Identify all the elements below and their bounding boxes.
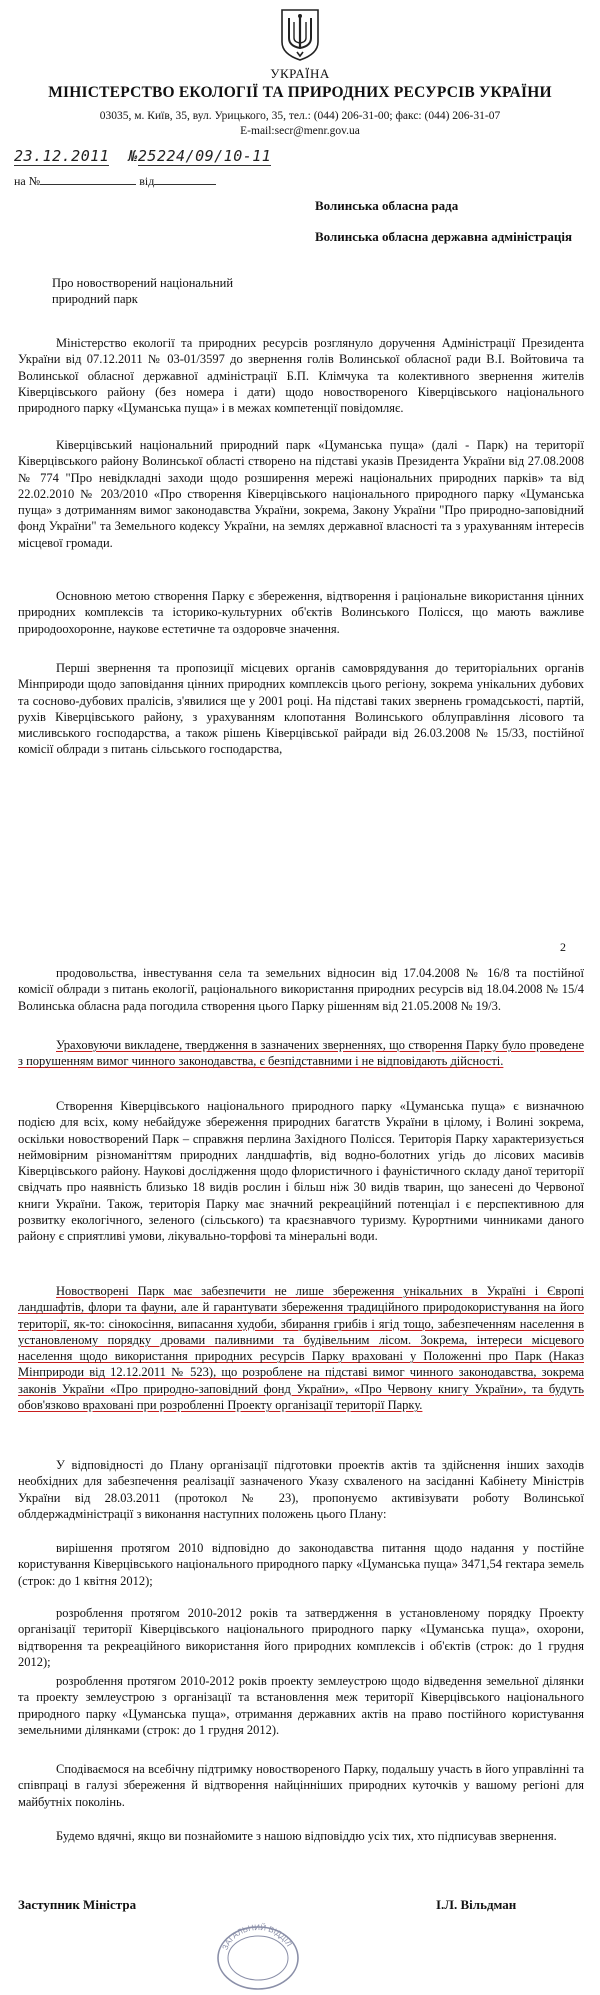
reference-line xyxy=(14,172,216,189)
signatory-name: І.Л. Вільдман xyxy=(436,1897,517,1912)
outgoing-date: 23.12.2011 xyxy=(14,147,110,165)
highlighted-paragraph xyxy=(18,1283,584,1413)
number-prefix: № xyxy=(128,147,138,165)
email-line: E-mail:secr@menr.gov.ua xyxy=(240,125,360,137)
body-paragraph: вирішення протягом 2010 відповідно до законодавства питання щодо надання у постійне користування Ківерцівського національного природного парку «Цуманська пуща» 3471,54 гектара земель (строк: до 1 квітня 2012); xyxy=(18,1541,584,1588)
reference-number-label: на № xyxy=(14,174,41,188)
address-line: 03035, м. Київ, 35, вул. Урицького, 35, тел.: (044) 206-31-00; факс: (044) 206-31-07 xyxy=(99,110,501,122)
registration-line xyxy=(14,147,271,165)
page-number: 2 xyxy=(560,940,566,954)
highlighted-text: Ураховуючи викладене, твердження в зазначених зверненнях, що створення Парку було проведене з порушенням вимог чинного законодавства, є безпідставними і не відповідають дійсності. xyxy=(18,1038,584,1069)
recipient: Волинська обласна рада xyxy=(315,198,459,213)
trident-coat-of-arms-icon xyxy=(278,8,322,62)
reference-number-blank xyxy=(40,172,136,185)
recipient: Волинська обласна державна адміністрація xyxy=(315,229,573,244)
body-paragraph: Перші звернення та пропозиції місцевих органів самоврядування до територіальних органів Мінприроди щодо заповідання цінних природних комплексів цього регіону, зокрема унікальних дубових та сосново-дубових пралісів, з'явилися ще у 2001 році. На підставі таких звернень громадськості, партій, рухів Ківерцівського району, з урахуванням клопотання Волинського облуправління лісового та мисливського господарства, а також рішень Ківерцівської райради від 26.03.2008 № 15/33, постійної комісії облради з питань сільського господарства, xyxy=(18,661,584,757)
letter-subject: Про новостворений національний природний парк xyxy=(52,276,234,306)
body-paragraph: У відповідності до Плану організації підготовки проектів актів та здійснення інших заходів необхідних для забезпечення реалізації зазначеного Указу схваленого на засіданні Кабінету Міністрів України від 28.03.2011 (протокол № 23), пропонуємо активізувати роботу Волинської облдержадміністрації з виконання наступних положень цього Плану: xyxy=(18,1458,584,1521)
body-paragraph: Будемо вдячні, якщо ви познайомите з нашою відповіддю усіх тих, хто підписував звернення. xyxy=(56,1829,557,1843)
highlighted-text: Новостворені Парк має забезпечити не лише збереження унікальних в Україні і Європі ландшафтів, флори та фауни, але й гарантувати збереження традиційного природокористування на його території, як-то: сінокосіння, випасання худоби, збирання грибів і ягід тощо, забезпеченням населення в установленому порядку дровами паливними та будівельним лісом. Зокрема, інтереси місцевого населення щодо використання природних ресурсів Парку враховані у Положенні про Парк (Наказ Мінприроди від 12.12.2011 № 523), що розроблене на підставі вимог чинного законодавства, зокрема законів України «Про природно-заповідний фонд України», «Про Червону книгу України», та будуть обов'язково враховані при розробленні Проекту організації території Парку. xyxy=(18,1284,584,1413)
body-paragraph: Основною метою створення Парку є збереження, відтворення і раціональне використання цінних природних комплексів та історико-культурних об'єктів Волинського Полісся, що мають важливе природоохоронне, наукове естетичне та оздоровче значення. xyxy=(18,589,584,636)
ministry-name: МІНІСТЕРСТВО ЕКОЛОГІЇ ТА ПРИРОДНИХ РЕСУРСІВ УКРАЇНИ xyxy=(48,84,552,101)
ministry-address xyxy=(30,109,570,139)
signatory-position: Заступник Міністра xyxy=(18,1897,137,1912)
body-paragraph: Ківерцівський національний природний парк «Цуманська пуща» (далі - Парк) на території Ківерцівського району Волинської області створено на підставі указів Президента України від 27.08.2008 № 774 "Про невідкладні заходи щодо розширення мережі національних природних парків» та від 22.02.2010 № 203/2010 «Про створення Ківерцівського національного природного парку «Цуманська пуща» з дотриманням вимог законодавства України, зокрема, Закону України "Про природно-заповідний фонд України" та Земельного кодексу України, на землях державної власності та з урахуванням інтересів місцевої громади. xyxy=(18,438,584,550)
reference-date-blank xyxy=(154,172,216,185)
body-paragraph: Створення Ківерцівського національного природного парку «Цуманська пуща» є визначною подією для всіх, кому небайдуже збереження природних багатств України в цілому, і Волині зокрема, оскільки новостворений Парк – справжня перлина Західного Полісся. Територія Парку характеризується неймовірним різноманіттям природних ландшафтів, від водно-болотних угідь до лісових масивів Ківерцівського району. Наукові дослідження щодо флористичного і фауністичного складу даної території свідчать про наявність близько 18 видів рослин і більш ніж 30 видів тварин, що занесені до Червоної книги України. Також, територія Парку має значний рекреаційний потенціал і є перспективною для розвитку екологічного, зеленого (сільського) та краєзнавчого туризму. Курортними чинниками даного району є сприятливі умови, лікувально-торфові та мінеральні води. xyxy=(18,1099,584,1244)
body-paragraph: продовольства, інвестування села та земельних відносин від 17.04.2008 № 16/8 та постійної комісії облради з питань екології, раціонального використання природних ресурсів від 18.04.2008 № 15/4 Волинська обласна рада погодила створення цього Парку рішенням від 21.05.2008 № 19/3. xyxy=(18,966,584,1013)
body-paragraph: Сподіваємося на всебічну підтримку новоствореного Парку, подальшу участь в його управлінні та співпраці в галузі збереження й відтворення найцінніших природних куточків у вашому регіоні для майбутніх поколінь. xyxy=(18,1762,584,1809)
recipients-block xyxy=(315,197,585,259)
office-stamp-icon xyxy=(212,1918,304,1992)
reference-date-label: від xyxy=(139,174,155,188)
outgoing-number: 25224/09/10-11 xyxy=(137,147,272,165)
body-paragraph: Міністерство екології та природних ресурсів розглянуло доручення Адміністрації Президента України від 07.12.2011 № 03-01/3597 до звернення голів Волинської обласної ради В.І. Войтовича та Волинської обласної державної адміністрації Б.П. Клімчука та колективного звернення жителів Ківерцівського району (без номера і дати) щодо новоствореного Ківерцівського національного природного парку «Цуманська пуща» і в межах компетенції повідомляє. xyxy=(18,336,584,416)
stamp-text: ЗАГАЛЬНИЙ ВІДДІЛ xyxy=(220,1922,294,1952)
highlighted-paragraph xyxy=(18,1037,584,1070)
body-paragraph: розроблення протягом 2010-2012 років проекту землеустрою щодо відведення земельної ділянки та проекту землеустрою з організації та встановлення меж території Ківерцівського національного природного парку «Цуманська пуща», отримання державних актів на право постійного користування земельними ділянками (строк: до 1 грудня 2012). xyxy=(18,1674,584,1737)
body-paragraph: розроблення протягом 2010-2012 років та затвердження в установленому порядку Проекту організації території Ківерцівського національного природного парку «Цуманська пуща», охорони, відтворення та рекреаційного використання його природних комплексів і об'єктів (строк: до 1 грудня 2012); xyxy=(18,1606,584,1669)
country-name: УКРАЇНА xyxy=(270,66,330,81)
